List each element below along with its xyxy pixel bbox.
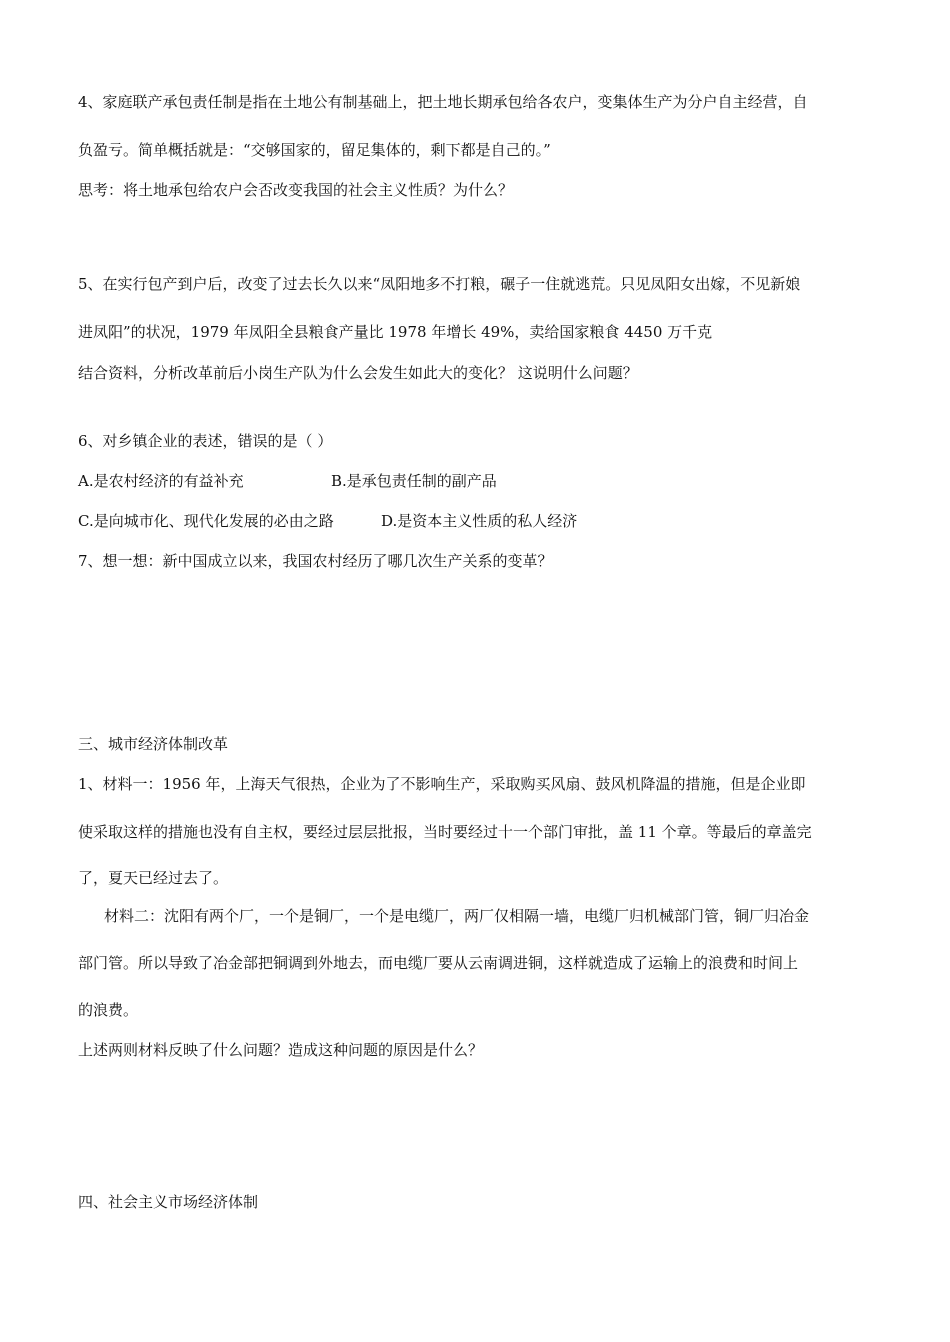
q6-option-d: D.是资本主义性质的私人经济 (381, 512, 578, 530)
material-1-line-2: 使采取这样的措施也没有自主权，要经过层层批报，当时要经过十一个部门审批，盖 11 个章。等最后的章盖完 (78, 823, 812, 841)
q4-line-2: 负盈亏。简单概括就是：“交够国家的，留足集体的，剩下都是自己的。” (78, 141, 551, 159)
material-1-line-3: 了，夏天已经过去了。 (78, 869, 229, 887)
material-2-line-1: 材料二：沈阳有两个厂，一个是铜厂，一个是电缆厂，两厂仅相隔一墙，电缆厂归机械部门管，铜厂归冶金 (104, 907, 810, 925)
q5-line-1: 5、在实行包产到户后，改变了过去长久以来“凤阳地多不打粮，碾子一住就逃荒。只见凤阳女出嫁，不见新娘 (78, 275, 801, 293)
section-3-question: 上述两则材料反映了什么问题？造成这种问题的原因是什么？ (78, 1041, 484, 1059)
q7-text: 7、想一想：新中国成立以来，我国农村经历了哪几次生产关系的变革？ (78, 552, 553, 570)
section-3-heading: 三、城市经济体制改革 (78, 735, 229, 753)
q6-option-b: B.是承包责任制的副产品 (331, 472, 497, 490)
material-2-line-2: 部门管。所以导致了冶金部把铜调到外地去，而电缆厂要从云南调进铜，这样就造成了运输上的浪费和时间上 (78, 954, 799, 972)
q5-line-2: 进凤阳”的状况，1979 年凤阳全县粮食产量比 1978 年增长 49%，卖给国家粮食 4450 万千克 (78, 323, 713, 341)
q6-stem: 6、对乡镇企业的表述，错误的是（ ） (78, 432, 333, 450)
q6-option-c: C.是向城市化、现代化发展的必由之路 (78, 512, 334, 530)
q4-think-question: 思考：将土地承包给农户会否改变我国的社会主义性质？为什么？ (78, 181, 514, 199)
q5-question: 结合资料，分析改革前后小岗生产队为什么会发生如此大的变化？ 这说明什么问题？ (78, 364, 638, 382)
q6-option-a: A.是农村经济的有益补充 (78, 472, 244, 490)
material-1-line-1: 1、材料一：1956 年，上海天气很热，企业为了不影响生产，采取购买风扇、鼓风机降温的措施，但是企业即 (78, 775, 806, 793)
section-4-heading: 四、社会主义市场经济体制 (78, 1193, 259, 1211)
material-2-line-3: 的浪费。 (78, 1001, 139, 1019)
q4-line-1: 4、家庭联产承包责任制是指在土地公有制基础上，把土地长期承包给各农户，变集体生产为分户自主经营，自 (78, 93, 808, 111)
